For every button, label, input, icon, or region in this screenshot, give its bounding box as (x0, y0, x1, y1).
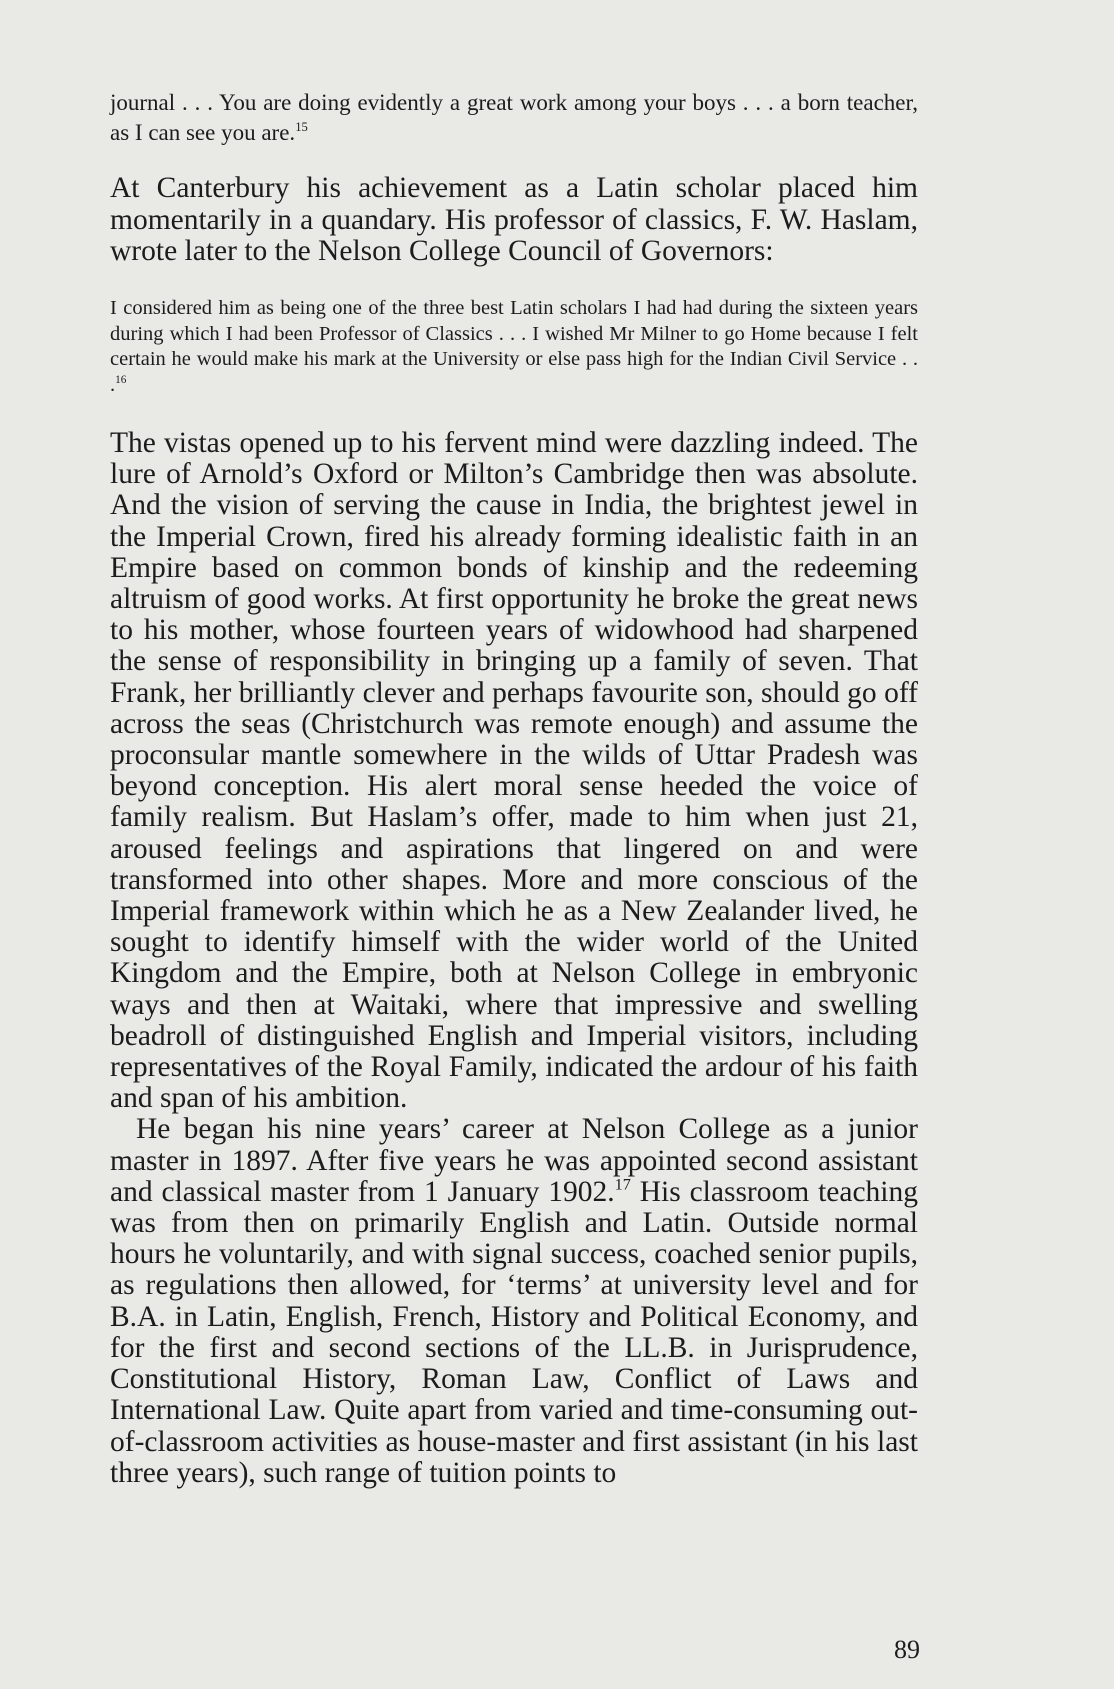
quote-haslam-text: I considered him as being one of the three best Latin scholars I had had during the sixteen years during which I had been Professor of Classics . . . I wished Mr Milner to go Home because I felt certain he would make his mark at the University or else pass high for the Indian Civil Service . . . (110, 297, 918, 396)
page-number: 89 (894, 1635, 920, 1664)
paragraph-career (110, 1114, 918, 1488)
footnote-ref-17: 17 (614, 1175, 631, 1194)
paragraph-career-text-after: His classroom teaching was from then on primarily English and Latin. Outside normal hours he voluntarily, and with signal success, coached senior pupils, as regulations then allowed, for ‘terms’ at university level and for B.A. in Latin, English, French, History and Political Economy, and for the first and second sections of the LL.B. in Jurisprudence, Constitutional History, Roman Law, Conflict of Laws and International Law. Quite apart from varied and time-consuming out-of-classroom activities as house-master and first assistant (in his last three years), such range of tuition points to (110, 1175, 918, 1489)
block-quote-letter (110, 88, 918, 148)
paragraph-canterbury-text: At Canterbury his achievement as a Latin scholar placed him momentarily in a quandary. His professor of classics, F. W. Haslam, wrote later to the Nelson College Council of Governors: (110, 172, 918, 267)
paragraph-vistas: The vistas opened up to his fervent mind were dazzling indeed. The lure of Arnold’s Oxford or Milton’s Cambridge then was absolute. And the vision of serving the cause in India, the brightest jewel in the Imperial Crown, fired his already forming idealistic faith in an Empire based on common bonds of kinship and the redeeming altruism of good works. At first opportunity he broke the great news to his mother, whose fourteen years of widowhood had sharpened the sense of responsibility in bringing up a family of seven. That Frank, her brilliantly clever and perhaps favourite son, should go off across the seas (Christchurch was remote enough) and assume the proconsular mantle somewhere in the wilds of Uttar Pradesh was beyond conception. His alert moral sense heeded the voice of family realism. But Haslam’s offer, made to him when just 21, aroused feelings and aspirations that lingered on and were transformed into other shapes. More and more conscious of the Imperial framework within which he as a New Zealander lived, he sought to identify himself with the wider world of the United Kingdom and the Empire, both at Nelson College in embryonic ways and then at Waitaki, where that impressive and swelling beadroll of distinguished English and Imperial visitors, including representatives of the Royal Family, indicated the ardour of his faith and span of his ambition. (110, 427, 918, 1115)
main-body-text (110, 428, 918, 1489)
footnote-ref-15: 15 (295, 120, 308, 135)
quote-letter-text: journal . . . You are doing evidently a great work among your boys . . . a born teacher, as I can see you are. (110, 90, 918, 145)
block-quote-haslam (110, 296, 918, 398)
paragraph-canterbury (110, 173, 918, 268)
footnote-ref-16: 16 (115, 373, 127, 386)
paragraph-career-text-before: He began his nine years’ career at Nelson College as a junior master in 1897. After five years he was appointed second assistant and classical master from 1 January 1902. (110, 1113, 918, 1208)
